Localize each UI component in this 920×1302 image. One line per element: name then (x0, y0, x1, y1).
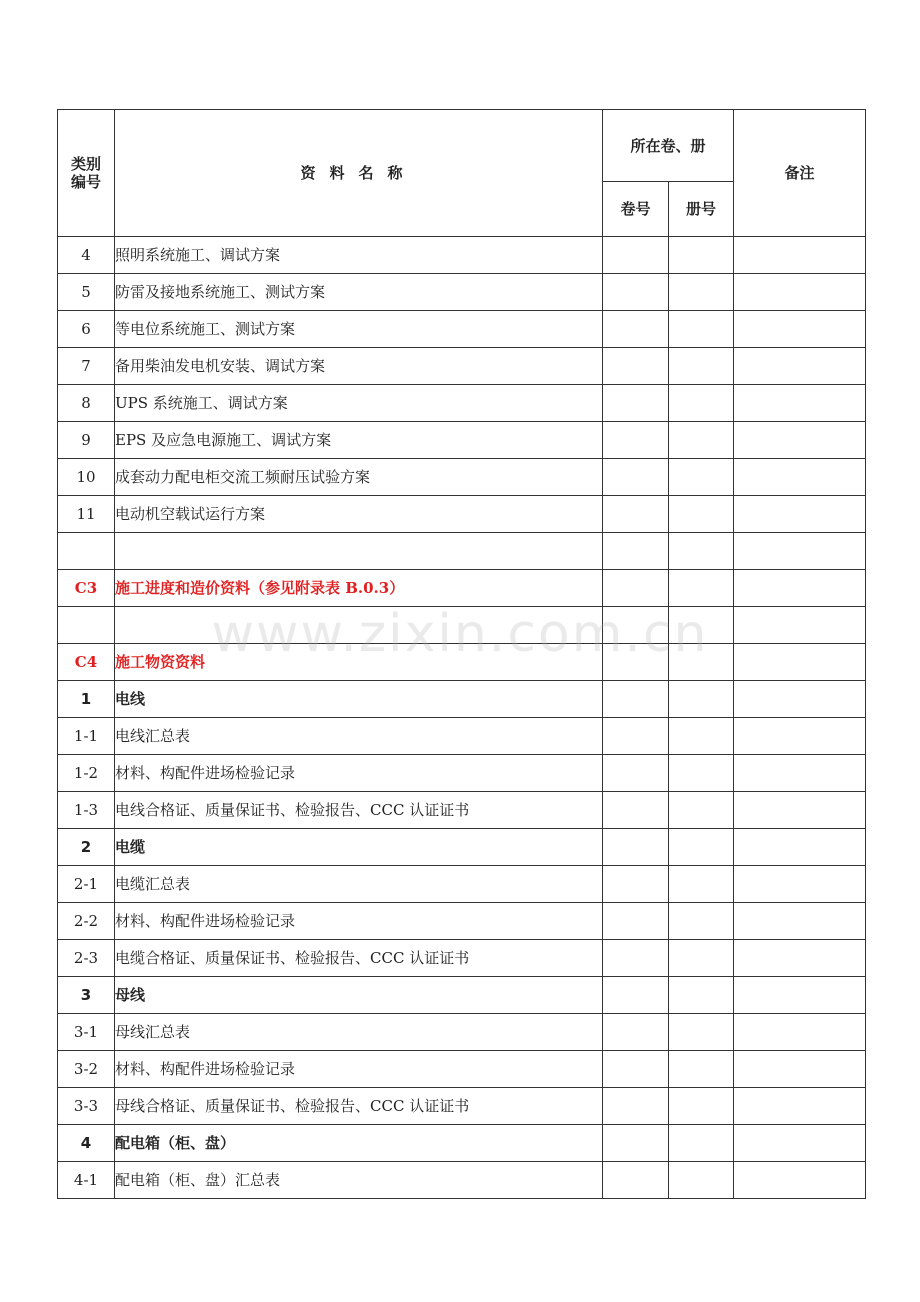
row-document-name: 成套动力配电柜交流工频耐压试验方案 (115, 459, 603, 496)
row-remark-cell (734, 607, 866, 644)
table-row (58, 385, 866, 422)
row-book-cell (669, 311, 734, 348)
row-document-name: EPS 及应急电源施工、调试方案 (115, 422, 603, 459)
row-book-cell (669, 570, 734, 607)
table-row (58, 607, 866, 644)
row-remark-cell (734, 237, 866, 274)
row-book-cell (669, 792, 734, 829)
row-category-no: 4-1 (58, 1162, 115, 1199)
row-volume-cell (603, 1051, 669, 1088)
row-remark-cell (734, 718, 866, 755)
row-remark-cell (734, 311, 866, 348)
row-category-no: 3-3 (58, 1088, 115, 1125)
row-document-name: 防雷及接地系统施工、测试方案 (115, 274, 603, 311)
row-book-cell (669, 459, 734, 496)
row-document-name: 电缆合格证、质量保证书、检验报告、CCC 认证证书 (115, 940, 603, 977)
row-volume-cell (603, 237, 669, 274)
table-row (58, 1051, 866, 1088)
row-document-name: 备用柴油发电机安装、调试方案 (115, 348, 603, 385)
table-row (58, 459, 866, 496)
row-book-cell (669, 237, 734, 274)
row-book-cell (669, 607, 734, 644)
row-book-cell (669, 644, 734, 681)
table-row (58, 570, 866, 607)
row-book-cell (669, 1051, 734, 1088)
row-category-no: 3-1 (58, 1014, 115, 1051)
table-row (58, 940, 866, 977)
row-book-cell (669, 829, 734, 866)
row-category-no (58, 533, 115, 570)
row-volume-cell (603, 644, 669, 681)
table-row (58, 274, 866, 311)
row-document-name: 配电箱（柜、盘） (115, 1125, 603, 1162)
row-document-name: 母线 (115, 977, 603, 1014)
row-category-no: 4 (58, 1125, 115, 1162)
row-book-cell (669, 718, 734, 755)
row-remark-cell (734, 274, 866, 311)
table-row (58, 1125, 866, 1162)
row-document-name: 母线汇总表 (115, 1014, 603, 1051)
table-row (58, 1162, 866, 1199)
row-remark-cell (734, 496, 866, 533)
row-category-no: 2-1 (58, 866, 115, 903)
row-document-name: 母线合格证、质量保证书、检验报告、CCC 认证证书 (115, 1088, 603, 1125)
table-row (58, 866, 866, 903)
row-remark-cell (734, 1088, 866, 1125)
row-remark-cell (734, 1014, 866, 1051)
row-volume-cell (603, 385, 669, 422)
row-book-cell (669, 274, 734, 311)
row-remark-cell (734, 977, 866, 1014)
row-document-name: 电线汇总表 (115, 718, 603, 755)
table-header (58, 110, 866, 237)
row-document-name: 照明系统施工、调试方案 (115, 237, 603, 274)
row-book-cell (669, 1088, 734, 1125)
row-book-cell (669, 1162, 734, 1199)
header-book: 册号 (669, 182, 734, 237)
row-document-name: 材料、构配件进场检验记录 (115, 903, 603, 940)
row-document-name: 等电位系统施工、测试方案 (115, 311, 603, 348)
table-row (58, 348, 866, 385)
header-category-no: 类别 编号 (58, 110, 115, 237)
row-document-name: 材料、构配件进场检验记录 (115, 1051, 603, 1088)
row-book-cell (669, 940, 734, 977)
row-category-no: 2-3 (58, 940, 115, 977)
row-volume-cell (603, 755, 669, 792)
row-volume-cell (603, 1162, 669, 1199)
row-category-no: 3-2 (58, 1051, 115, 1088)
row-volume-cell (603, 459, 669, 496)
header-location: 所在卷、册 (603, 110, 734, 182)
row-volume-cell (603, 607, 669, 644)
row-book-cell (669, 903, 734, 940)
row-volume-cell (603, 348, 669, 385)
table-body (58, 237, 866, 1199)
row-document-name: 电缆 (115, 829, 603, 866)
row-volume-cell (603, 829, 669, 866)
row-remark-cell (734, 755, 866, 792)
row-category-no: C3 (58, 570, 115, 607)
table-row (58, 755, 866, 792)
row-document-name: UPS 系统施工、调试方案 (115, 385, 603, 422)
row-volume-cell (603, 1125, 669, 1162)
row-volume-cell (603, 1014, 669, 1051)
watermark: www.zixin.com.cn (211, 604, 709, 664)
row-category-no: 9 (58, 422, 115, 459)
table-row (58, 792, 866, 829)
row-book-cell (669, 1014, 734, 1051)
row-category-no (58, 607, 115, 644)
row-remark-cell (734, 385, 866, 422)
row-volume-cell (603, 422, 669, 459)
row-category-no: 2-2 (58, 903, 115, 940)
row-book-cell (669, 755, 734, 792)
row-remark-cell (734, 829, 866, 866)
row-document-name: 施工物资资料 (115, 644, 603, 681)
row-document-name: 电动机空载试运行方案 (115, 496, 603, 533)
row-document-name: 施工进度和造价资料（参见附录表 B.0.3） (115, 570, 603, 607)
row-volume-cell (603, 866, 669, 903)
header-volume: 卷号 (603, 182, 669, 237)
row-category-no: 1-1 (58, 718, 115, 755)
row-volume-cell (603, 311, 669, 348)
table-row (58, 903, 866, 940)
row-category-no: 2 (58, 829, 115, 866)
header-name: 资料名称 (115, 110, 603, 237)
row-remark-cell (734, 459, 866, 496)
table-row (58, 496, 866, 533)
row-document-name: 配电箱（柜、盘）汇总表 (115, 1162, 603, 1199)
row-category-no: 8 (58, 385, 115, 422)
row-document-name: 材料、构配件进场检验记录 (115, 755, 603, 792)
row-document-name: 电线合格证、质量保证书、检验报告、CCC 认证证书 (115, 792, 603, 829)
row-remark-cell (734, 422, 866, 459)
row-volume-cell (603, 570, 669, 607)
row-category-no: 1-2 (58, 755, 115, 792)
row-book-cell (669, 866, 734, 903)
row-document-name (115, 533, 603, 570)
row-remark-cell (734, 681, 866, 718)
table-row (58, 533, 866, 570)
row-remark-cell (734, 903, 866, 940)
table-row (58, 1088, 866, 1125)
row-category-no: 7 (58, 348, 115, 385)
row-remark-cell (734, 348, 866, 385)
row-volume-cell (603, 903, 669, 940)
row-category-no: 11 (58, 496, 115, 533)
table-row (58, 237, 866, 274)
row-remark-cell (734, 866, 866, 903)
row-category-no: 5 (58, 274, 115, 311)
row-remark-cell (734, 1051, 866, 1088)
row-category-no: 1-3 (58, 792, 115, 829)
document-register-table (57, 109, 866, 1199)
row-category-no: 10 (58, 459, 115, 496)
row-category-no: 6 (58, 311, 115, 348)
table-row (58, 422, 866, 459)
row-category-no: 1 (58, 681, 115, 718)
row-book-cell (669, 533, 734, 570)
row-volume-cell (603, 718, 669, 755)
table-row (58, 1014, 866, 1051)
table-row (58, 311, 866, 348)
row-book-cell (669, 1125, 734, 1162)
row-volume-cell (603, 1088, 669, 1125)
row-remark-cell (734, 644, 866, 681)
header-remark: 备注 (734, 110, 866, 237)
row-category-no: 3 (58, 977, 115, 1014)
row-volume-cell (603, 792, 669, 829)
row-book-cell (669, 496, 734, 533)
table-row (58, 977, 866, 1014)
row-volume-cell (603, 533, 669, 570)
row-remark-cell (734, 940, 866, 977)
row-remark-cell (734, 533, 866, 570)
row-book-cell (669, 681, 734, 718)
row-volume-cell (603, 274, 669, 311)
row-book-cell (669, 348, 734, 385)
row-document-name (115, 607, 603, 644)
row-remark-cell (734, 570, 866, 607)
row-remark-cell (734, 1162, 866, 1199)
row-book-cell (669, 422, 734, 459)
table-row (58, 681, 866, 718)
row-volume-cell (603, 977, 669, 1014)
row-remark-cell (734, 1125, 866, 1162)
row-category-no: 4 (58, 237, 115, 274)
row-volume-cell (603, 496, 669, 533)
row-category-no: C4 (58, 644, 115, 681)
table-row (58, 718, 866, 755)
row-document-name: 电线 (115, 681, 603, 718)
row-book-cell (669, 977, 734, 1014)
table-row (58, 829, 866, 866)
table-row (58, 644, 866, 681)
row-volume-cell (603, 681, 669, 718)
row-book-cell (669, 385, 734, 422)
row-volume-cell (603, 940, 669, 977)
row-document-name: 电缆汇总表 (115, 866, 603, 903)
row-remark-cell (734, 792, 866, 829)
